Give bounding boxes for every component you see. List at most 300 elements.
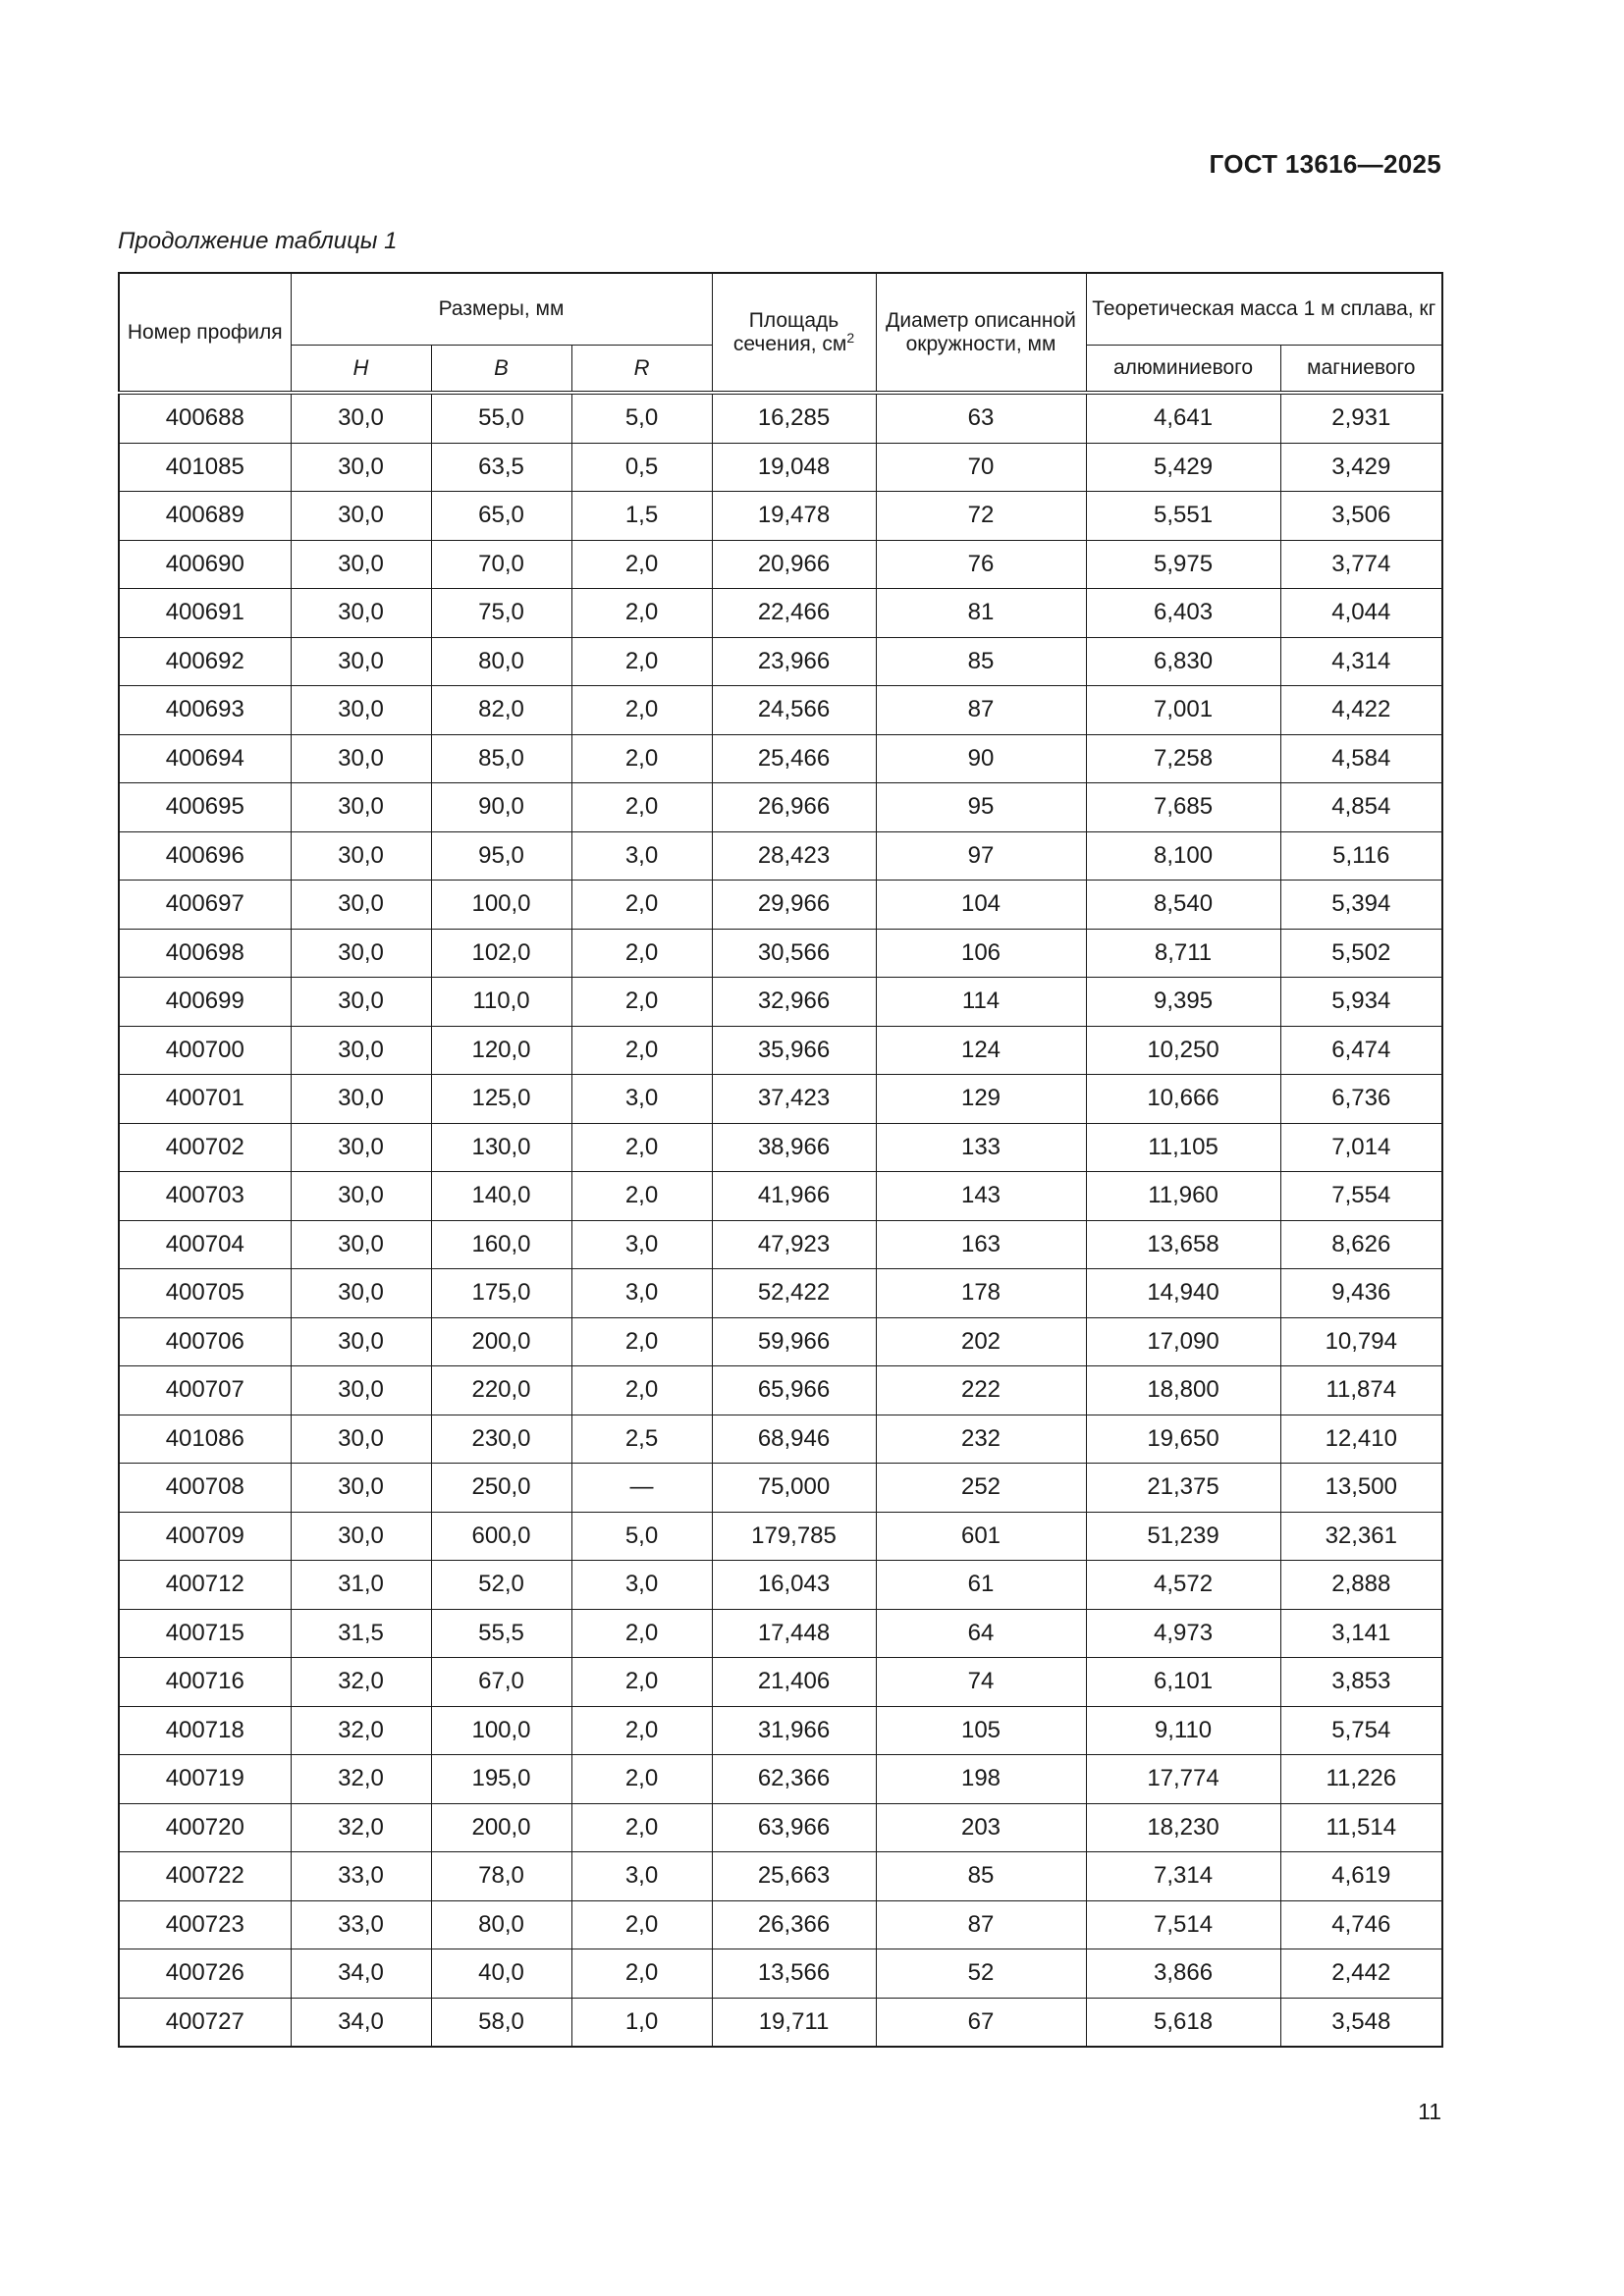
r-value: 2,0 bbox=[571, 1706, 712, 1755]
table-row bbox=[119, 1900, 1442, 1949]
table-row bbox=[119, 1269, 1442, 1318]
profile-number: 400715 bbox=[119, 1609, 291, 1658]
area-value: 16,043 bbox=[712, 1561, 876, 1610]
diameter-value: 87 bbox=[876, 1900, 1086, 1949]
r-value: 2,0 bbox=[571, 929, 712, 978]
magnesium-mass: 9,436 bbox=[1280, 1269, 1442, 1318]
diameter-value: 601 bbox=[876, 1512, 1086, 1561]
table-row bbox=[119, 1852, 1442, 1901]
magnesium-mass: 8,626 bbox=[1280, 1220, 1442, 1269]
profile-number: 400708 bbox=[119, 1464, 291, 1513]
aluminium-mass: 13,658 bbox=[1086, 1220, 1280, 1269]
r-value: — bbox=[571, 1464, 712, 1513]
b-value: 75,0 bbox=[431, 589, 571, 638]
area-value: 35,966 bbox=[712, 1026, 876, 1075]
r-value: 3,0 bbox=[571, 831, 712, 881]
diameter-value: 72 bbox=[876, 492, 1086, 541]
profile-number: 400697 bbox=[119, 881, 291, 930]
r-value: 2,0 bbox=[571, 1949, 712, 1999]
b-value: 195,0 bbox=[431, 1755, 571, 1804]
r-value: 2,0 bbox=[571, 1172, 712, 1221]
table-row bbox=[119, 1658, 1442, 1707]
aluminium-mass: 8,711 bbox=[1086, 929, 1280, 978]
profile-number: 400692 bbox=[119, 637, 291, 686]
magnesium-mass: 12,410 bbox=[1280, 1415, 1442, 1464]
profile-number: 400693 bbox=[119, 686, 291, 735]
area-value: 26,966 bbox=[712, 783, 876, 832]
table-row bbox=[119, 1220, 1442, 1269]
profile-number: 400690 bbox=[119, 540, 291, 589]
r-value: 2,0 bbox=[571, 637, 712, 686]
area-value: 25,663 bbox=[712, 1852, 876, 1901]
b-value: 600,0 bbox=[431, 1512, 571, 1561]
b-value: 175,0 bbox=[431, 1269, 571, 1318]
aluminium-mass: 7,001 bbox=[1086, 686, 1280, 735]
magnesium-mass: 3,853 bbox=[1280, 1658, 1442, 1707]
table-row bbox=[119, 1415, 1442, 1464]
aluminium-mass: 7,314 bbox=[1086, 1852, 1280, 1901]
table-row bbox=[119, 1755, 1442, 1804]
document-title: ГОСТ 13616—2025 bbox=[1209, 149, 1441, 179]
r-value: 2,0 bbox=[571, 1123, 712, 1172]
aluminium-mass: 8,100 bbox=[1086, 831, 1280, 881]
r-value: 2,0 bbox=[571, 881, 712, 930]
b-value: 80,0 bbox=[431, 1900, 571, 1949]
diameter-value: 124 bbox=[876, 1026, 1086, 1075]
profile-number: 400716 bbox=[119, 1658, 291, 1707]
b-value: 95,0 bbox=[431, 831, 571, 881]
profile-number: 400719 bbox=[119, 1755, 291, 1804]
profile-number: 400705 bbox=[119, 1269, 291, 1318]
r-value: 0,5 bbox=[571, 443, 712, 492]
profile-number: 400722 bbox=[119, 1852, 291, 1901]
magnesium-mass: 5,394 bbox=[1280, 881, 1442, 930]
profile-number: 400700 bbox=[119, 1026, 291, 1075]
area-value: 17,448 bbox=[712, 1609, 876, 1658]
area-value: 52,422 bbox=[712, 1269, 876, 1318]
profile-number: 400702 bbox=[119, 1123, 291, 1172]
area-value: 30,566 bbox=[712, 929, 876, 978]
area-value: 31,966 bbox=[712, 1706, 876, 1755]
area-value: 19,711 bbox=[712, 1998, 876, 2047]
h-value: 33,0 bbox=[291, 1852, 431, 1901]
aluminium-mass: 18,230 bbox=[1086, 1803, 1280, 1852]
magnesium-mass: 32,361 bbox=[1280, 1512, 1442, 1561]
aluminium-mass: 4,641 bbox=[1086, 393, 1280, 443]
h-value: 30,0 bbox=[291, 443, 431, 492]
magnesium-mass: 3,506 bbox=[1280, 492, 1442, 541]
area-value: 26,366 bbox=[712, 1900, 876, 1949]
profile-number: 401085 bbox=[119, 443, 291, 492]
diameter-value: 252 bbox=[876, 1464, 1086, 1513]
diameter-value: 97 bbox=[876, 831, 1086, 881]
h-value: 30,0 bbox=[291, 978, 431, 1027]
aluminium-mass: 4,572 bbox=[1086, 1561, 1280, 1610]
diameter-value: 163 bbox=[876, 1220, 1086, 1269]
r-value: 2,0 bbox=[571, 1900, 712, 1949]
diameter-value: 70 bbox=[876, 443, 1086, 492]
aluminium-mass: 7,685 bbox=[1086, 783, 1280, 832]
diameter-value: 114 bbox=[876, 978, 1086, 1027]
diameter-value: 63 bbox=[876, 393, 1086, 443]
aluminium-mass: 5,551 bbox=[1086, 492, 1280, 541]
header-circumscribed-diameter: Диаметр описанной окружности, мм bbox=[876, 273, 1086, 393]
table-row bbox=[119, 1075, 1442, 1124]
table-row bbox=[119, 1512, 1442, 1561]
table-row bbox=[119, 637, 1442, 686]
magnesium-mass: 4,854 bbox=[1280, 783, 1442, 832]
area-value: 29,966 bbox=[712, 881, 876, 930]
b-value: 85,0 bbox=[431, 734, 571, 783]
table-row bbox=[119, 1123, 1442, 1172]
b-value: 90,0 bbox=[431, 783, 571, 832]
profile-number: 400695 bbox=[119, 783, 291, 832]
aluminium-mass: 51,239 bbox=[1086, 1512, 1280, 1561]
header-r: R bbox=[571, 346, 712, 394]
profile-number: 400706 bbox=[119, 1317, 291, 1366]
b-value: 200,0 bbox=[431, 1803, 571, 1852]
header-b: B bbox=[431, 346, 571, 394]
aluminium-mass: 3,866 bbox=[1086, 1949, 1280, 1999]
table-row bbox=[119, 1609, 1442, 1658]
profile-number: 400704 bbox=[119, 1220, 291, 1269]
h-value: 30,0 bbox=[291, 1269, 431, 1318]
r-value: 2,0 bbox=[571, 540, 712, 589]
page-number: 11 bbox=[1418, 2099, 1441, 2124]
h-value: 30,0 bbox=[291, 1512, 431, 1561]
aluminium-mass: 6,403 bbox=[1086, 589, 1280, 638]
magnesium-mass: 11,514 bbox=[1280, 1803, 1442, 1852]
b-value: 250,0 bbox=[431, 1464, 571, 1513]
table-row bbox=[119, 929, 1442, 978]
header-section-area-exponent: 2 bbox=[846, 329, 855, 346]
profile-number: 400701 bbox=[119, 1075, 291, 1124]
profile-number: 400699 bbox=[119, 978, 291, 1027]
b-value: 120,0 bbox=[431, 1026, 571, 1075]
b-value: 63,5 bbox=[431, 443, 571, 492]
profile-number: 400707 bbox=[119, 1366, 291, 1415]
b-value: 220,0 bbox=[431, 1366, 571, 1415]
h-value: 30,0 bbox=[291, 1220, 431, 1269]
diameter-value: 95 bbox=[876, 783, 1086, 832]
diameter-value: 52 bbox=[876, 1949, 1086, 1999]
magnesium-mass: 11,874 bbox=[1280, 1366, 1442, 1415]
diameter-value: 64 bbox=[876, 1609, 1086, 1658]
area-value: 24,566 bbox=[712, 686, 876, 735]
magnesium-mass: 6,474 bbox=[1280, 1026, 1442, 1075]
b-value: 100,0 bbox=[431, 1706, 571, 1755]
diameter-value: 81 bbox=[876, 589, 1086, 638]
h-value: 30,0 bbox=[291, 637, 431, 686]
magnesium-mass: 4,619 bbox=[1280, 1852, 1442, 1901]
r-value: 1,0 bbox=[571, 1998, 712, 2047]
table-row bbox=[119, 540, 1442, 589]
r-value: 2,0 bbox=[571, 1658, 712, 1707]
h-value: 34,0 bbox=[291, 1998, 431, 2047]
aluminium-mass: 14,940 bbox=[1086, 1269, 1280, 1318]
h-value: 32,0 bbox=[291, 1706, 431, 1755]
diameter-value: 133 bbox=[876, 1123, 1086, 1172]
aluminium-mass: 5,975 bbox=[1086, 540, 1280, 589]
table-row bbox=[119, 393, 1442, 443]
h-value: 30,0 bbox=[291, 492, 431, 541]
aluminium-mass: 9,110 bbox=[1086, 1706, 1280, 1755]
r-value: 2,0 bbox=[571, 978, 712, 1027]
r-value: 2,0 bbox=[571, 1803, 712, 1852]
table-row bbox=[119, 1026, 1442, 1075]
h-value: 31,5 bbox=[291, 1609, 431, 1658]
area-value: 37,423 bbox=[712, 1075, 876, 1124]
magnesium-mass: 4,422 bbox=[1280, 686, 1442, 735]
profile-number: 400691 bbox=[119, 589, 291, 638]
aluminium-mass: 7,258 bbox=[1086, 734, 1280, 783]
aluminium-mass: 7,514 bbox=[1086, 1900, 1280, 1949]
table-row bbox=[119, 881, 1442, 930]
b-value: 102,0 bbox=[431, 929, 571, 978]
table-row bbox=[119, 831, 1442, 881]
aluminium-mass: 6,101 bbox=[1086, 1658, 1280, 1707]
h-value: 33,0 bbox=[291, 1900, 431, 1949]
aluminium-mass: 11,960 bbox=[1086, 1172, 1280, 1221]
h-value: 30,0 bbox=[291, 831, 431, 881]
profile-number: 400689 bbox=[119, 492, 291, 541]
area-value: 22,466 bbox=[712, 589, 876, 638]
aluminium-mass: 10,666 bbox=[1086, 1075, 1280, 1124]
area-value: 41,966 bbox=[712, 1172, 876, 1221]
h-value: 32,0 bbox=[291, 1803, 431, 1852]
aluminium-mass: 6,830 bbox=[1086, 637, 1280, 686]
b-value: 65,0 bbox=[431, 492, 571, 541]
h-value: 30,0 bbox=[291, 1172, 431, 1221]
diameter-value: 76 bbox=[876, 540, 1086, 589]
h-value: 31,0 bbox=[291, 1561, 431, 1610]
r-value: 3,0 bbox=[571, 1852, 712, 1901]
h-value: 30,0 bbox=[291, 734, 431, 783]
area-value: 25,466 bbox=[712, 734, 876, 783]
r-value: 3,0 bbox=[571, 1269, 712, 1318]
magnesium-mass: 7,554 bbox=[1280, 1172, 1442, 1221]
table-header bbox=[119, 273, 1442, 393]
aluminium-mass: 8,540 bbox=[1086, 881, 1280, 930]
table-row bbox=[119, 978, 1442, 1027]
aluminium-mass: 11,105 bbox=[1086, 1123, 1280, 1172]
magnesium-mass: 5,754 bbox=[1280, 1706, 1442, 1755]
magnesium-mass: 3,774 bbox=[1280, 540, 1442, 589]
magnesium-mass: 2,888 bbox=[1280, 1561, 1442, 1610]
r-value: 2,0 bbox=[571, 783, 712, 832]
diameter-value: 178 bbox=[876, 1269, 1086, 1318]
diameter-value: 202 bbox=[876, 1317, 1086, 1366]
diameter-value: 85 bbox=[876, 637, 1086, 686]
table-row bbox=[119, 1803, 1442, 1852]
h-value: 30,0 bbox=[291, 686, 431, 735]
b-value: 160,0 bbox=[431, 1220, 571, 1269]
table-body bbox=[119, 393, 1442, 2047]
table-row bbox=[119, 589, 1442, 638]
b-value: 80,0 bbox=[431, 637, 571, 686]
diameter-value: 74 bbox=[876, 1658, 1086, 1707]
b-value: 40,0 bbox=[431, 1949, 571, 1999]
profile-number: 400694 bbox=[119, 734, 291, 783]
table-row bbox=[119, 686, 1442, 735]
h-value: 30,0 bbox=[291, 1464, 431, 1513]
b-value: 82,0 bbox=[431, 686, 571, 735]
magnesium-mass: 5,502 bbox=[1280, 929, 1442, 978]
table-row bbox=[119, 1706, 1442, 1755]
h-value: 30,0 bbox=[291, 1075, 431, 1124]
table-row bbox=[119, 443, 1442, 492]
header-section-area-label: Площадь сечения, см bbox=[732, 308, 847, 355]
b-value: 200,0 bbox=[431, 1317, 571, 1366]
r-value: 3,0 bbox=[571, 1075, 712, 1124]
b-value: 140,0 bbox=[431, 1172, 571, 1221]
r-value: 2,0 bbox=[571, 1317, 712, 1366]
b-value: 110,0 bbox=[431, 978, 571, 1027]
b-value: 78,0 bbox=[431, 1852, 571, 1901]
b-value: 55,0 bbox=[431, 393, 571, 443]
aluminium-mass: 9,395 bbox=[1086, 978, 1280, 1027]
magnesium-mass: 4,044 bbox=[1280, 589, 1442, 638]
h-value: 30,0 bbox=[291, 1366, 431, 1415]
table-row bbox=[119, 1561, 1442, 1610]
magnesium-mass: 5,934 bbox=[1280, 978, 1442, 1027]
area-value: 19,048 bbox=[712, 443, 876, 492]
diameter-value: 143 bbox=[876, 1172, 1086, 1221]
profile-table bbox=[118, 272, 1443, 2048]
h-value: 30,0 bbox=[291, 1415, 431, 1464]
table-row bbox=[119, 1949, 1442, 1999]
h-value: 30,0 bbox=[291, 783, 431, 832]
table-row bbox=[119, 1998, 1442, 2047]
h-value: 34,0 bbox=[291, 1949, 431, 1999]
r-value: 2,0 bbox=[571, 734, 712, 783]
h-value: 30,0 bbox=[291, 881, 431, 930]
profile-number: 400698 bbox=[119, 929, 291, 978]
r-value: 2,0 bbox=[571, 1026, 712, 1075]
h-value: 30,0 bbox=[291, 589, 431, 638]
aluminium-mass: 21,375 bbox=[1086, 1464, 1280, 1513]
profile-number: 400720 bbox=[119, 1803, 291, 1852]
header-aluminium: алюминиевого bbox=[1086, 346, 1280, 394]
magnesium-mass: 5,116 bbox=[1280, 831, 1442, 881]
magnesium-mass: 4,314 bbox=[1280, 637, 1442, 686]
profile-number: 400718 bbox=[119, 1706, 291, 1755]
profile-number: 400727 bbox=[119, 1998, 291, 2047]
table-row bbox=[119, 1172, 1442, 1221]
h-value: 30,0 bbox=[291, 393, 431, 443]
area-value: 16,285 bbox=[712, 393, 876, 443]
table-caption: Продолжение таблицы 1 bbox=[118, 228, 398, 254]
area-value: 47,923 bbox=[712, 1220, 876, 1269]
b-value: 58,0 bbox=[431, 1998, 571, 2047]
b-value: 100,0 bbox=[431, 881, 571, 930]
area-value: 21,406 bbox=[712, 1658, 876, 1707]
h-value: 30,0 bbox=[291, 929, 431, 978]
b-value: 67,0 bbox=[431, 1658, 571, 1707]
magnesium-mass: 3,141 bbox=[1280, 1609, 1442, 1658]
b-value: 70,0 bbox=[431, 540, 571, 589]
magnesium-mass: 10,794 bbox=[1280, 1317, 1442, 1366]
diameter-value: 67 bbox=[876, 1998, 1086, 2047]
b-value: 125,0 bbox=[431, 1075, 571, 1124]
area-value: 20,966 bbox=[712, 540, 876, 589]
magnesium-mass: 6,736 bbox=[1280, 1075, 1442, 1124]
profile-number: 401086 bbox=[119, 1415, 291, 1464]
table-row bbox=[119, 1366, 1442, 1415]
magnesium-mass: 7,014 bbox=[1280, 1123, 1442, 1172]
area-value: 59,966 bbox=[712, 1317, 876, 1366]
header-magnesium: магниевого bbox=[1280, 346, 1442, 394]
r-value: 2,0 bbox=[571, 1755, 712, 1804]
area-value: 179,785 bbox=[712, 1512, 876, 1561]
area-value: 65,966 bbox=[712, 1366, 876, 1415]
r-value: 5,0 bbox=[571, 1512, 712, 1561]
aluminium-mass: 18,800 bbox=[1086, 1366, 1280, 1415]
magnesium-mass: 2,442 bbox=[1280, 1949, 1442, 1999]
r-value: 2,5 bbox=[571, 1415, 712, 1464]
aluminium-mass: 10,250 bbox=[1086, 1026, 1280, 1075]
area-value: 19,478 bbox=[712, 492, 876, 541]
header-h: H bbox=[291, 346, 431, 394]
profile-number: 400712 bbox=[119, 1561, 291, 1610]
r-value: 5,0 bbox=[571, 393, 712, 443]
profile-number: 400688 bbox=[119, 393, 291, 443]
diameter-value: 105 bbox=[876, 1706, 1086, 1755]
header-section-area bbox=[712, 273, 876, 393]
area-value: 13,566 bbox=[712, 1949, 876, 1999]
aluminium-mass: 4,973 bbox=[1086, 1609, 1280, 1658]
header-dimensions: Размеры, мм bbox=[291, 273, 712, 346]
magnesium-mass: 3,429 bbox=[1280, 443, 1442, 492]
aluminium-mass: 5,618 bbox=[1086, 1998, 1280, 2047]
aluminium-mass: 17,774 bbox=[1086, 1755, 1280, 1804]
header-theoretical-mass: Теоретическая масса 1 м сплава, кг bbox=[1086, 273, 1442, 346]
r-value: 2,0 bbox=[571, 1609, 712, 1658]
diameter-value: 85 bbox=[876, 1852, 1086, 1901]
area-value: 75,000 bbox=[712, 1464, 876, 1513]
diameter-value: 129 bbox=[876, 1075, 1086, 1124]
r-value: 1,5 bbox=[571, 492, 712, 541]
r-value: 3,0 bbox=[571, 1561, 712, 1610]
table-row bbox=[119, 492, 1442, 541]
area-value: 32,966 bbox=[712, 978, 876, 1027]
r-value: 3,0 bbox=[571, 1220, 712, 1269]
area-value: 23,966 bbox=[712, 637, 876, 686]
diameter-value: 90 bbox=[876, 734, 1086, 783]
diameter-value: 106 bbox=[876, 929, 1086, 978]
profile-number: 400703 bbox=[119, 1172, 291, 1221]
diameter-value: 232 bbox=[876, 1415, 1086, 1464]
area-value: 63,966 bbox=[712, 1803, 876, 1852]
magnesium-mass: 13,500 bbox=[1280, 1464, 1442, 1513]
profile-number: 400723 bbox=[119, 1900, 291, 1949]
r-value: 2,0 bbox=[571, 589, 712, 638]
b-value: 130,0 bbox=[431, 1123, 571, 1172]
b-value: 230,0 bbox=[431, 1415, 571, 1464]
h-value: 30,0 bbox=[291, 1026, 431, 1075]
r-value: 2,0 bbox=[571, 686, 712, 735]
area-value: 68,946 bbox=[712, 1415, 876, 1464]
area-value: 62,366 bbox=[712, 1755, 876, 1804]
table-row bbox=[119, 1464, 1442, 1513]
h-value: 30,0 bbox=[291, 540, 431, 589]
magnesium-mass: 4,746 bbox=[1280, 1900, 1442, 1949]
diameter-value: 222 bbox=[876, 1366, 1086, 1415]
diameter-value: 87 bbox=[876, 686, 1086, 735]
aluminium-mass: 5,429 bbox=[1086, 443, 1280, 492]
table-row bbox=[119, 734, 1442, 783]
profile-number: 400709 bbox=[119, 1512, 291, 1561]
